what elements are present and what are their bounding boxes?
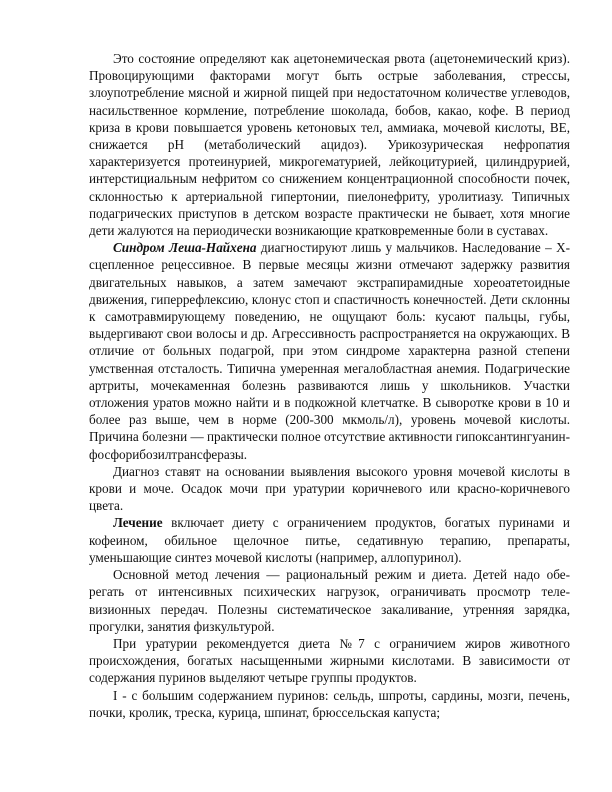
paragraph-text: включает диету с ограничением продуктов, богатых пуринами и кофеином, обильное щелочное питье, седативную терапию, препараты, уменьшающие синтез мочевой кислоты (например, аллопуринол).	[89, 515, 570, 565]
paragraph-acetonemic-vomiting	[89, 50, 570, 239]
paragraph-main-method	[89, 566, 570, 635]
paragraph-treatment	[89, 514, 570, 566]
paragraph-text: Это состояние определяют как ацетонемическая рвота (ацетонемический криз). Провоцирующими факторами могут быть острые заболевания, стрессы, злоупотребление мясной и жирной пищей при недостаточном количестве углеводов, насильственное кормление, потребление шоколада, бобов, какао, кофе. В период криза в крови повышается уровень кетоновых тел, аммиака, мочевой кислоты, BE, снижается pH (метаболический ацидоз). Урикозурическая нефропатия характеризуется протеинурией, микрогематурией, лейкоцитурией, цилиндрурией, интерстициальным нефритом со снижением концентрационной способности почек, склонностью к артериальной гипертонии, пиелонефриту, уролитиазу. Типичных подагрических приступов в детском возрасте практически не бывает, хотя многие дети жалуются на периодически возникающие кратковременные боли в суставах.	[89, 51, 570, 239]
paragraph-lead-term: Синдром Леша-Найхена	[113, 240, 257, 256]
document-page	[89, 50, 570, 721]
paragraph-purine-group-1	[89, 687, 570, 721]
paragraph-text: Основной метод лечения — рациональный режим и диета. Детей надо обе-регать от интенсивных психических нагрузок, ограничивать просмотр теле-визионных передач. Полезны систематическое закаливание, утренняя зарядка, прогулки, занятия физкультурой.	[89, 567, 570, 634]
paragraph-diagnosis	[89, 463, 570, 515]
paragraph-text: При уратурии рекомендуется диета №7 с ограничием жиров животного происхождения, богатых насыщенными жирными кислотами. В зависимости от содержания пуринов выделяют четыре группы продуктов.	[89, 635, 570, 686]
paragraph-diet	[89, 635, 570, 687]
paragraph-text: диагностируют лишь у мальчиков. Наследование – Х-сцепленное рецессивное. В первые месяцы жизни отмечают задержку развития двигательных навыков, а затем замечают экстрапирамидные хореоатетоидные движения, гиперрефлексию, клонус стоп и спастичность конечностей. Дети склонны к самотравмирующему поведению, не ощущают боль: кусают пальцы, губы, выдергивают свои волосы и др. Агрессивность распространяется на окружающих. В отличие от больных подагрой, при этом синдроме характерна разной степени умственная отсталость. Типична умеренная мегалобластная анемия. Подагрические артриты, мочекаменная болезнь развиваются лишь у школьников. Участки отложения уратов можно найти и в подкожной клетчатке. В сыворотке крови в 10 и более раз выше, чем в норме (200-300 мкмоль/л), уровень мочевой кислоты. Причина болезни — практически полное отсутствие активности гипоксантингуанин-фосфорибозилтрансферазы.	[89, 240, 570, 462]
paragraph-lead-term: Лечение	[113, 515, 163, 531]
paragraph-text: Диагноз ставят на основании выявления высокого уровня мочевой кислоты в крови и моче. Осадок мочи при уратурии коричневого или красно-коричневого цвета.	[89, 463, 570, 514]
paragraph-lesch-nyhan	[89, 239, 570, 463]
paragraph-text: I - с большим содержанием пуринов: сельдь, шпроты, сардины, мозги, печень, почки, кролик, треска, курица, шпинат, брюссельская капуста;	[89, 687, 570, 720]
